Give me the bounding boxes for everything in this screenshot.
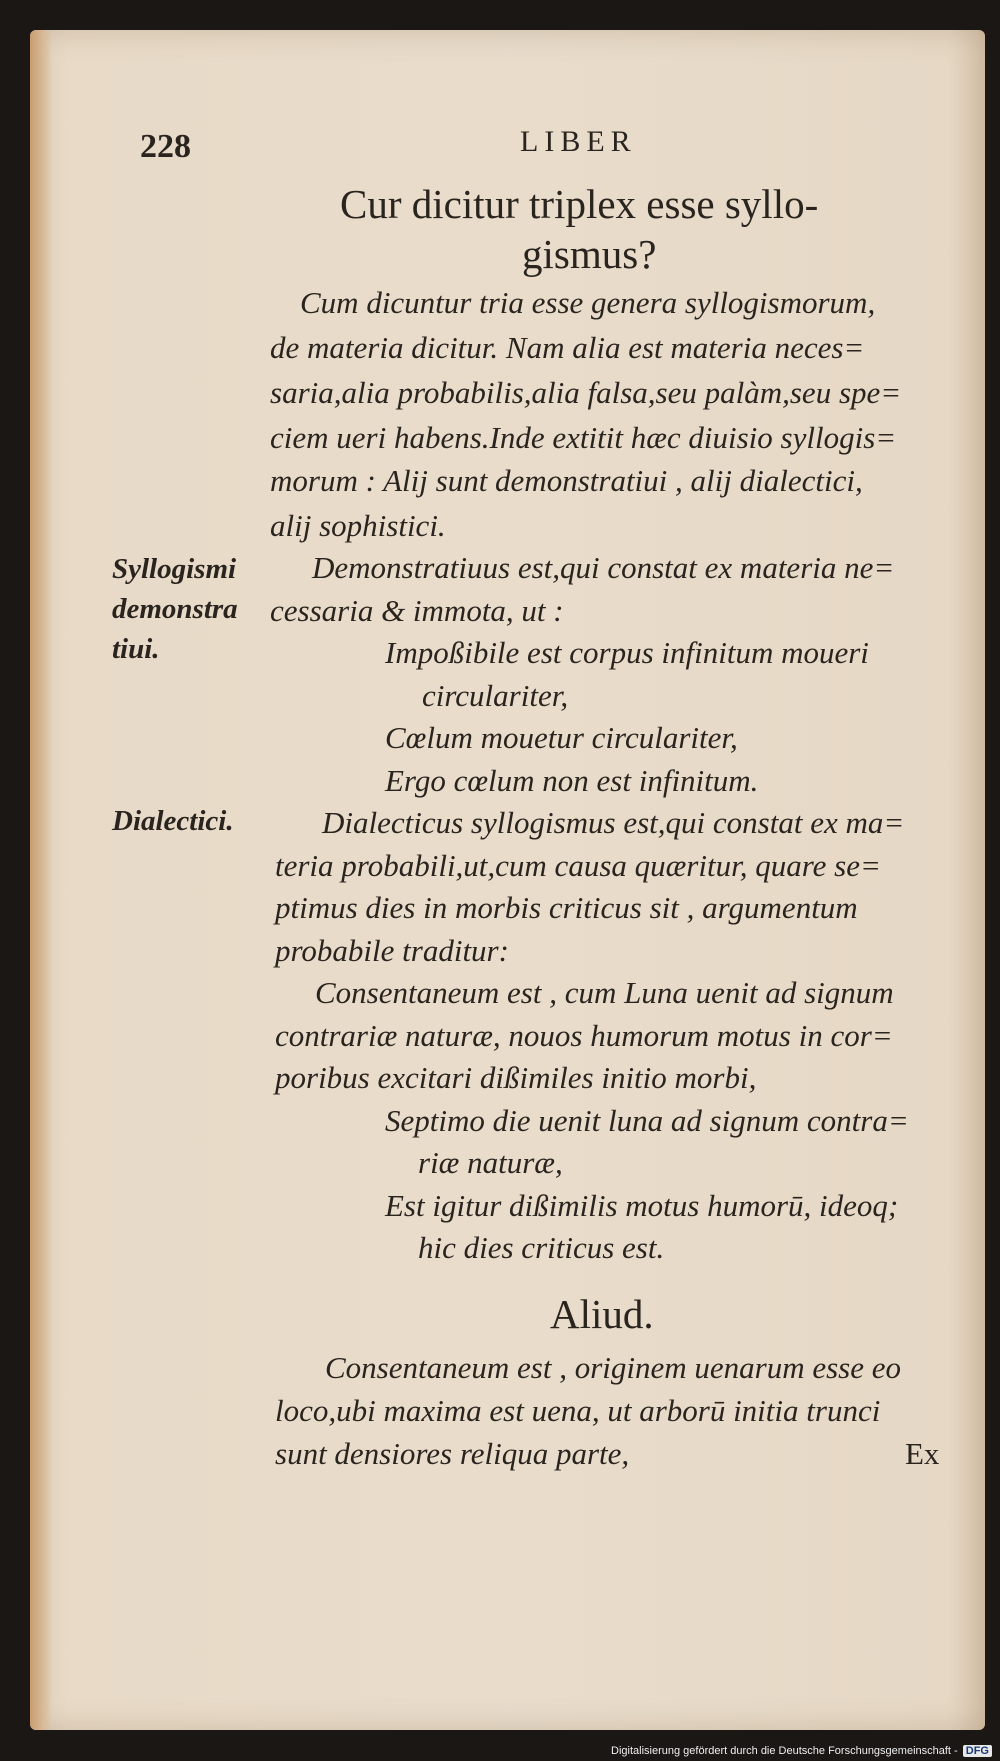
text-line: ciem ueri habens.Inde extitit hæc diuisio syllogis= xyxy=(270,420,897,455)
text-line: alij sophistici. xyxy=(270,508,446,543)
text-line: Est igitur dißimilis motus humorū, ideoq; xyxy=(385,1188,899,1223)
text-line: hic dies criticus est. xyxy=(418,1230,665,1265)
page-number: 228 xyxy=(140,128,191,165)
text-line: Septimo die uenit luna ad signum contra= xyxy=(385,1103,909,1138)
text-line: morum : Alij sunt demonstratiui , alij dialectici, xyxy=(270,463,863,498)
text-line: cessaria & immota, ut : xyxy=(270,593,564,628)
text-line: sunt densiores reliqua parte, xyxy=(275,1436,630,1471)
text-line: Consentaneum est , cum Luna uenit ad signum xyxy=(315,975,894,1010)
marginal-note: Dialectici. xyxy=(112,805,234,837)
running-head: LIBER xyxy=(520,125,637,158)
credit-text: Digitalisierung gefördert durch die Deutsche Forschungsgemeinschaft - xyxy=(611,1745,958,1757)
text-line: Impoßibile est corpus infinitum moueri xyxy=(385,635,869,670)
text-line: probabile traditur: xyxy=(275,933,509,968)
text-line: circulariter, xyxy=(422,678,569,713)
text-line: Cœlum mouetur circulariter, xyxy=(385,720,738,755)
text-line: saria,alia probabilis,alia falsa,seu palàm,seu spe= xyxy=(270,375,902,410)
text-line: Ergo cœlum non est infinitum. xyxy=(385,763,759,798)
digitization-credit xyxy=(611,1745,992,1757)
heading-line-1: Cur dicitur triplex esse syllo- xyxy=(340,181,819,227)
text-line: ptimus dies in morbis criticus sit , argumentum xyxy=(275,890,858,925)
text-line: Dialecticus syllogismus est,qui constat ex ma= xyxy=(322,805,905,840)
section-heading: Aliud. xyxy=(550,1291,654,1337)
marginal-note: demonstra xyxy=(112,593,238,625)
text-line: poribus excitari dißimiles initio morbi, xyxy=(275,1060,757,1095)
page-edge xyxy=(30,30,52,1730)
dfg-logo: DFG xyxy=(963,1745,992,1757)
text-line: contrariæ naturæ, nouos humorum motus in cor= xyxy=(275,1018,893,1053)
marginal-note: tiui. xyxy=(112,633,160,665)
text-line: teria probabili,ut,cum causa quæritur, quare se= xyxy=(275,848,881,883)
text-line: Consentaneum est , originem uenarum esse eo xyxy=(325,1350,901,1385)
marginal-note: Syllogismi xyxy=(112,553,237,585)
text-line: de materia dicitur. Nam alia est materia neces= xyxy=(270,330,865,365)
heading-line-2: gismus? xyxy=(522,231,657,277)
catchword: Ex xyxy=(905,1436,940,1471)
text-line: Demonstratiuus est,qui constat ex materia ne= xyxy=(312,550,895,585)
text-line: Cum dicuntur tria esse genera syllogismorum, xyxy=(300,285,876,320)
text-line: riæ naturæ, xyxy=(418,1145,563,1180)
text-line: loco,ubi maxima est uena, ut arborū initia trunci xyxy=(275,1393,881,1428)
